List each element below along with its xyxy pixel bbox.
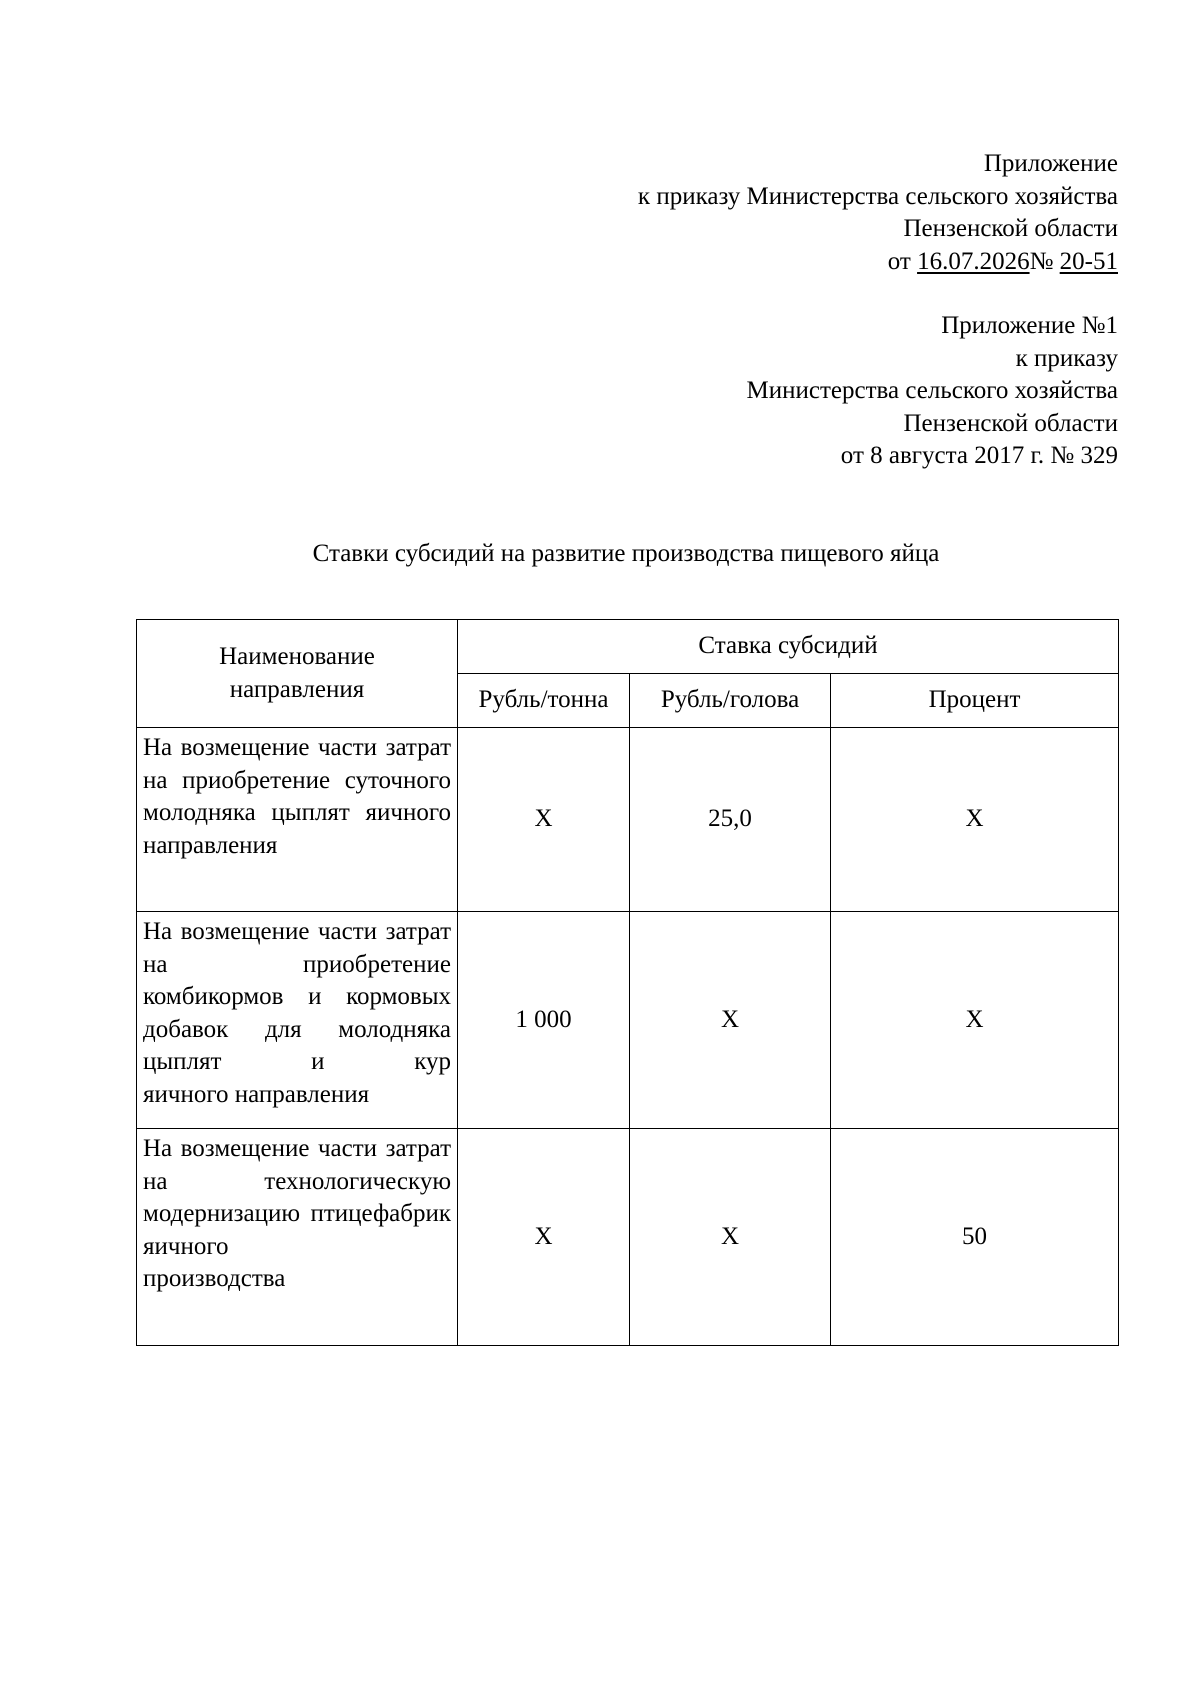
appendix-one-label: Приложение №1 <box>941 312 1118 339</box>
appendix-header-block <box>638 148 1118 278</box>
table-row <box>137 1129 1119 1346</box>
row-rub-per-head: Х <box>630 1129 831 1346</box>
row-description <box>137 728 458 912</box>
table-header-row <box>137 620 1119 674</box>
row-description-last-line: направления <box>143 831 278 859</box>
region-name: Пензенской области <box>903 215 1118 242</box>
row-percent: Х <box>831 912 1119 1129</box>
appendix-label: Приложение <box>983 150 1118 177</box>
row-description <box>137 1129 458 1346</box>
appendix-one-order: к приказу <box>1015 344 1118 372</box>
order-reference: к приказу Министерства сельского хозяйства <box>637 182 1118 210</box>
order-date: 16.07.2026 <box>917 247 1030 275</box>
row-rub-per-head: Х <box>630 912 831 1129</box>
appendix-one-block <box>747 310 1118 473</box>
header-percent: Процент <box>831 674 1119 728</box>
row-rub-per-tonne: Х <box>458 1129 630 1346</box>
subsidy-rates-table <box>136 619 1119 1346</box>
row-rub-per-head: 25,0 <box>630 728 831 912</box>
number-prefix: № <box>1029 247 1060 275</box>
order-date-number-line <box>638 246 1118 279</box>
row-percent: Х <box>831 728 1119 912</box>
appendix-one-ministry: Министерства сельского хозяйства <box>746 377 1118 404</box>
row-description <box>137 912 458 1129</box>
row-rub-per-tonne: 1 000 <box>458 912 630 1129</box>
row-description-text: На возмещение части затрат на приобретение комбикормов и кормовых добавок для молодняка цыплят и кур <box>143 918 451 1075</box>
row-description-text: На возмещение части затрат на приобретение суточного молодняка цыплят яичного <box>143 734 451 826</box>
row-rub-per-tonne: Х <box>458 728 630 912</box>
header-direction-name: Наименование направления <box>137 620 458 728</box>
table-row <box>137 728 1119 912</box>
appendix-one-region: Пензенской области <box>903 409 1118 437</box>
header-rub-per-head: Рубль/голова <box>630 674 831 728</box>
row-description-text: На возмещение части затрат на технологическую модернизацию птицефабрик яичного <box>143 1135 451 1260</box>
row-description-last-line: производства <box>143 1265 286 1292</box>
date-prefix: от <box>887 247 918 275</box>
order-number: 20-51 <box>1059 247 1118 275</box>
table-row <box>137 912 1119 1129</box>
row-description-last-line: яичного направления <box>143 1080 370 1108</box>
appendix-one-date: от 8 августа 2017 г. № 329 <box>840 442 1118 469</box>
row-percent: 50 <box>831 1129 1119 1346</box>
document-title: Ставки субсидий на развитие производства пищевого яйца <box>312 540 940 567</box>
header-rub-per-tonne: Рубль/тонна <box>458 674 630 728</box>
header-subsidy-rate: Ставка субсидий <box>458 620 1119 674</box>
